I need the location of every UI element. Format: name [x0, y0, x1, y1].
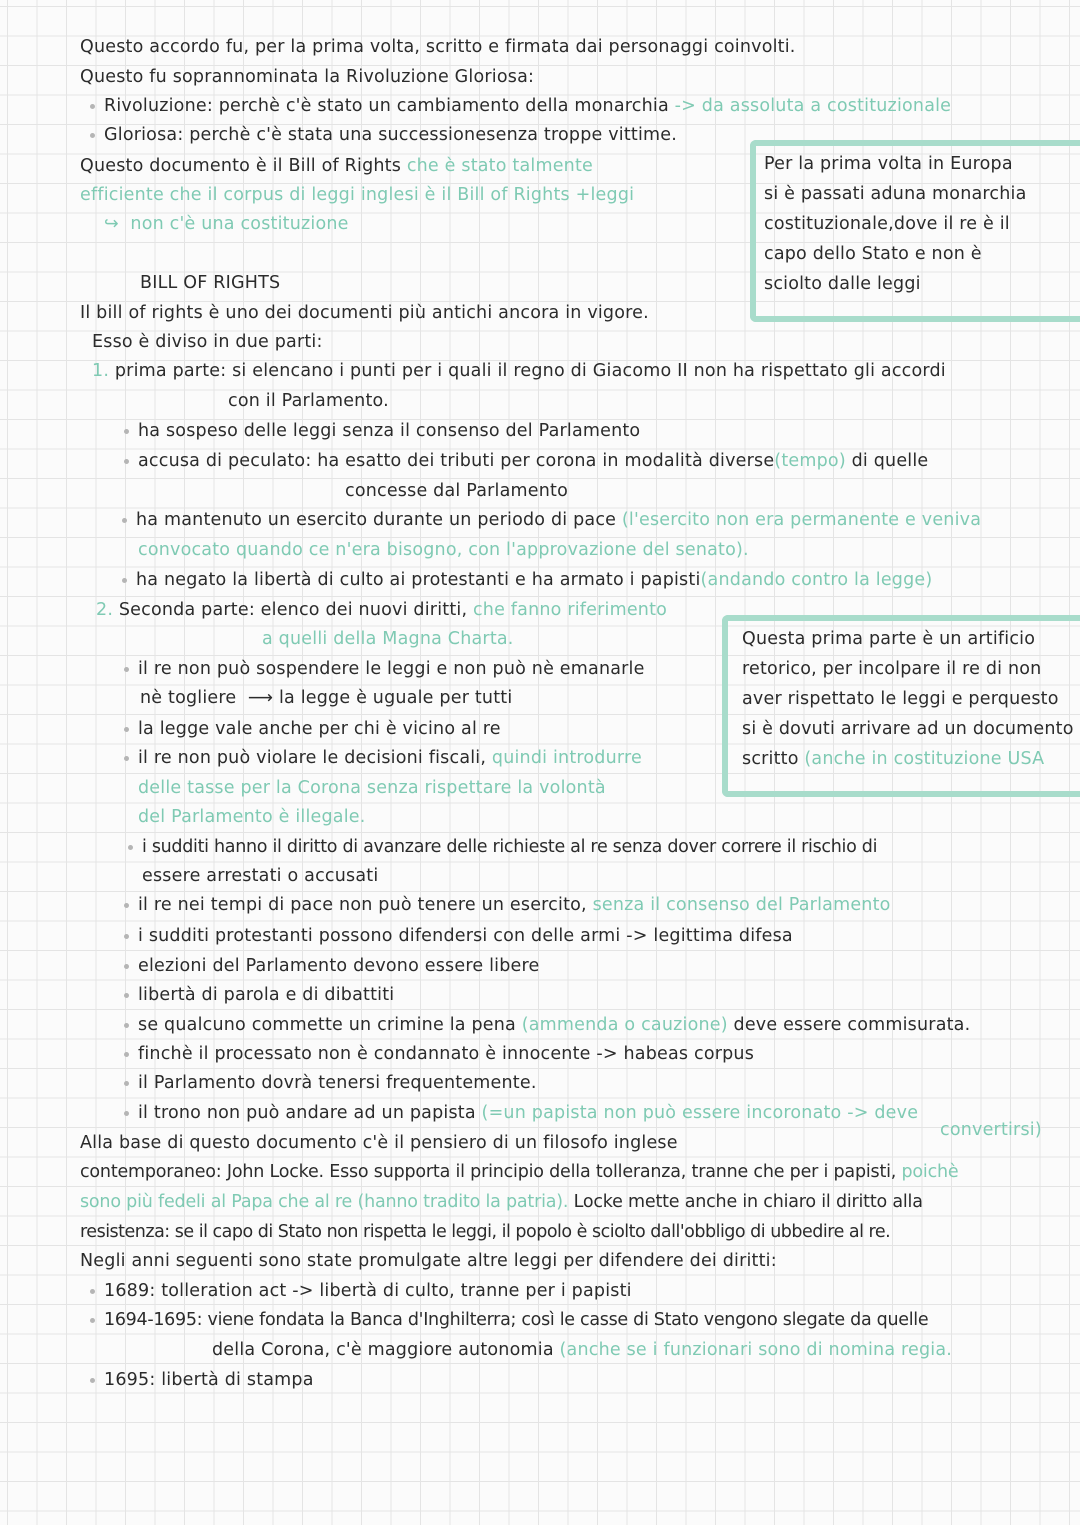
text-line: 2. Seconda parte: elenco dei nuovi diritti, che fanno riferimento [96, 600, 668, 620]
list-item: il Parlamento dovrà tenersi frequentemente. [124, 1071, 537, 1095]
note-line: aver rispettato le leggi e perquesto [742, 689, 1059, 709]
list-item: il trono non può andare ad un papista (=un papista non può essere incoronato -> deve [124, 1101, 918, 1125]
text-line: a quelli della Magna Charta. [262, 629, 514, 649]
list-item: i sudditi protestanti possono difendersi con delle armi -> legittima difesa [124, 924, 793, 948]
text-line: essere arrestati o accusati [142, 866, 379, 886]
list-item: 1694-1695: viene fondata la Banca d'Inghilterra; così le casse di Stato vengono slegate da quelle [90, 1308, 928, 1332]
intro-line: Rivoluzione: perchè c'è stato un cambiamento della monarchia -> da assoluta a costituzionale [90, 94, 951, 118]
note-line: Per la prima volta in Europa [764, 154, 1013, 174]
list-item: i sudditi hanno il diritto di avanzare delle richieste al re senza dover correre il rischio di [128, 835, 877, 859]
intro-line: Questo fu soprannominata la Rivoluzione Gloriosa: [80, 67, 535, 87]
text-line: Il bill of rights è uno dei documenti più antichi ancora in vigore. [80, 303, 649, 323]
text-line: concesse dal Parlamento [345, 481, 568, 501]
list-item: 1689: tolleration act -> libertà di culto, tranne per i papisti [90, 1279, 632, 1303]
list-item: ha mantenuto un esercito durante un periodo di pace (l'esercito non era permanente e veniva [122, 508, 981, 532]
note-line: si è passati aduna monarchia [764, 184, 1027, 204]
text-line: Negli anni seguenti sono state promulgate altre leggi per difendere dei diritti: [80, 1251, 777, 1271]
text-line: 1. prima parte: si elencano i punti per i quali il regno di Giacomo II non ha rispettato gli accordi [92, 361, 946, 381]
bullet-dot [90, 104, 95, 109]
text-line: sono più fedeli al Papa che al re (hanno tradito la patria). Locke mette anche in chiaro il diritto alla [80, 1192, 923, 1212]
list-item: ha sospeso delle leggi senza il consenso del Parlamento [124, 419, 640, 443]
list-item: il re nei tempi di pace non può tenere un esercito, senza il consenso del Parlamento [124, 893, 891, 917]
list-item: accusa di peculato: ha esatto dei tributi per corona in modalità diverse(tempo) di quelle [124, 449, 928, 473]
text-line: delle tasse per la Corona senza rispettare la volontà [138, 778, 606, 798]
text-line: Alla base di questo documento c'è il pensiero di un filosofo inglese [80, 1133, 678, 1153]
text-line: convocato quando ce n'era bisogno, con l'approvazione del senato). [138, 540, 749, 560]
text-line: convertirsi) [940, 1120, 1042, 1140]
note-line: sciolto dalle leggi [764, 274, 921, 294]
text-line: contemporaneo: John Locke. Esso supporta il principio della tolleranza, tranne che per i papisti, poichè [80, 1162, 959, 1182]
section-heading: BILL OF RIGHTS [140, 273, 281, 293]
note-line: costituzionale,dove il re è il [764, 214, 1010, 234]
text-line: nè togliere ⟶ la legge è uguale per tutti [140, 688, 513, 708]
text-line: con il Parlamento. [228, 391, 389, 411]
intro-line: Gloriosa: perchè c'è stata una successionesenza troppe vittime. [90, 123, 677, 147]
text-line: del Parlamento è illegale. [138, 807, 366, 827]
list-item: 1695: libertà di stampa [90, 1368, 314, 1392]
list-item: se qualcuno commette un crimine la pena (ammenda o cauzione) deve essere commisurata. [124, 1013, 970, 1037]
intro-line: ↪ non c'è una costituzione [104, 214, 349, 234]
intro-line: Questo documento è il Bill of Rights che è stato talmente [80, 156, 593, 176]
side-note-box [750, 140, 1080, 322]
bullet-dot [90, 133, 95, 138]
list-item: finchè il processato non è condannato è innocente -> habeas corpus [124, 1042, 754, 1066]
list-item: il re non può sospendere le leggi e non può nè emanarle [124, 657, 645, 681]
note-line: si è dovuti arrivare ad un documento [742, 719, 1074, 739]
note-line: scritto (anche in costituzione USA [742, 749, 1045, 769]
arrow-icon: ↪ [104, 214, 119, 234]
note-line: capo dello Stato e non è [764, 244, 982, 264]
list-item: elezioni del Parlamento devono essere libere [124, 954, 539, 978]
list-item: il re non può violare le decisioni fiscali, quindi introdurre [124, 746, 642, 770]
text-line: resistenza: se il capo di Stato non rispetta le leggi, il popolo è sciolto dall'obbligo di ubbedire al re. [80, 1222, 891, 1242]
text-line: della Corona, c'è maggiore autonomia (anche se i funzionari sono di nomina regia. [212, 1340, 953, 1360]
intro-line: Questo accordo fu, per la prima volta, scritto e firmata dai personaggi coinvolti. [80, 37, 796, 57]
side-note-box [722, 615, 1080, 797]
intro-line: efficiente che il corpus di leggi inglesi è il Bill of Rights +leggi [80, 185, 635, 205]
list-item: libertà di parola e di dibattiti [124, 983, 394, 1007]
note-line: retorico, per incolpare il re di non [742, 659, 1042, 679]
note-line: Questa prima parte è un artificio [742, 629, 1036, 649]
list-item: ha negato la libertà di culto ai protestanti e ha armato i papisti(andando contro la legge) [122, 568, 932, 592]
text-line: Esso è diviso in due parti: [92, 332, 323, 352]
list-item: la legge vale anche per chi è vicino al re [124, 717, 501, 741]
